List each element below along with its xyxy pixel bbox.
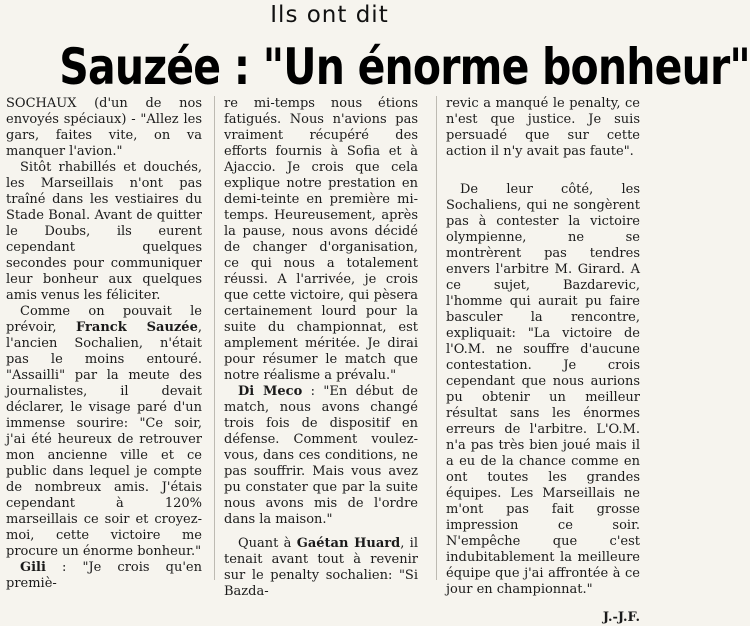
paragraph-text: , il tenait avant tout à revenir sur le penalty sochalien: "Si Bazda- [224, 536, 418, 599]
headline: Sauzée : "Un énorme bonheur" [59, 38, 750, 96]
paragraph-text: : "En début de match, nous avons changé trois fois de dispositif en défense. Comment voulez-vous, dans ces conditions, ne pas souffrir. Mais vous avez pu constater que par la suite nous avons mis de l'ordre dans la maison." [224, 384, 418, 527]
paragraph-text: SOCHAUX (d'un de nos envoyés spéciaux) - "Allez les gars, faites vite, on va manquer l'avion." [6, 96, 202, 159]
article-column-3 [446, 96, 640, 626]
column-divider [436, 96, 437, 580]
paragraph-text: Sitôt rhabillés et douchés, les Marseillais n'ont pas traîné dans les vestiaires du Stade Bonal. Avant de quitter le Doubs, ils eurent cependant quelques secondes pour communiquer leur bonheur aux quelques amis venus les féliciter. [6, 160, 202, 303]
paragraph [6, 96, 202, 160]
paragraph [224, 96, 418, 384]
paragraph [446, 182, 640, 598]
paragraph [446, 96, 640, 160]
paragraph-text: re mi-temps nous étions fatigués. Nous n'avions pas vraiment récupéré des efforts fournis à Sofia et à Ajaccio. Je crois que cela explique notre prestation en demi-teinte en première mi-temps. Heureusement, après la pause, nous avons décidé de changer d'organisation, ce qui nous a totalement réussi. A l'arrivée, je crois que cette victoire, qui pèsera certainement lourd pour la suite du championnat, est amplement méritée. Je dirai pour résumer le match que notre réalisme a prévalu." [224, 96, 418, 383]
paragraph [6, 560, 202, 592]
kicker-heading: Ils ont dit [270, 2, 389, 28]
paragraph-lead: Comme on pouvait le prévoir, [6, 304, 202, 335]
paragraph [6, 304, 202, 560]
speaker-name: Gaétan Huard [296, 536, 401, 551]
speaker-name: Gili [20, 560, 46, 575]
speaker-name: Di Meco [238, 384, 303, 399]
article-column-2 [224, 96, 418, 600]
column-divider [214, 96, 215, 580]
paragraph-text: : "Je crois qu'en premiè- [6, 560, 202, 591]
paragraph [6, 160, 202, 304]
paragraph-text: revic a manqué le penalty, ce n'est que justice. Je suis persuadé que sur cette action il n'y avait pas faute". [446, 96, 640, 159]
speaker-name: Franck Sauzée [76, 320, 198, 335]
paragraph [224, 536, 418, 600]
paragraph-text: , l'ancien Sochalien, n'était pas le moins entouré. "Assailli" par la meute des journalistes, il devait déclarer, le visage paré d'un immense sourire: "Ce soir, j'ai été heureux de retrouver mon ancienne ville et ce public dans lequel je compte de nombreux amis. J'étais cependant à 120% marseillais ce soir et croyez-moi, cette victoire me procure un énorme bonheur." [6, 320, 202, 559]
author-signature: J.-J.F. [602, 610, 640, 625]
article-column-1 [6, 96, 202, 592]
paragraph-text: De leur côté, les Sochaliens, qui ne songèrent pas à contester la victoire olympienne, ne se montrèrent pas tendres envers l'arbitre M. Girard. A ce sujet, Bazdarevic, l'homme qui aurait pu faire basculer la rencontre, expliquait: "La victoire de l'O.M. ne souffre d'aucune contestation. Je crois cependant que nous aurions pu obtenir un meilleur résultat sans les énormes erreurs de l'arbitre. L'O.M. n'a pas très bien joué mais il a eu de la chance comme en ont toutes les grandes équipes. Les Marseillais ne m'ont pas fait grosse impression ce soir. N'empêche que c'est indubitablement la meilleure équipe que j'ai affrontée à ce jour en championnat." [446, 182, 640, 597]
paragraph [224, 384, 418, 528]
paragraph-lead: Quant à [238, 536, 297, 551]
